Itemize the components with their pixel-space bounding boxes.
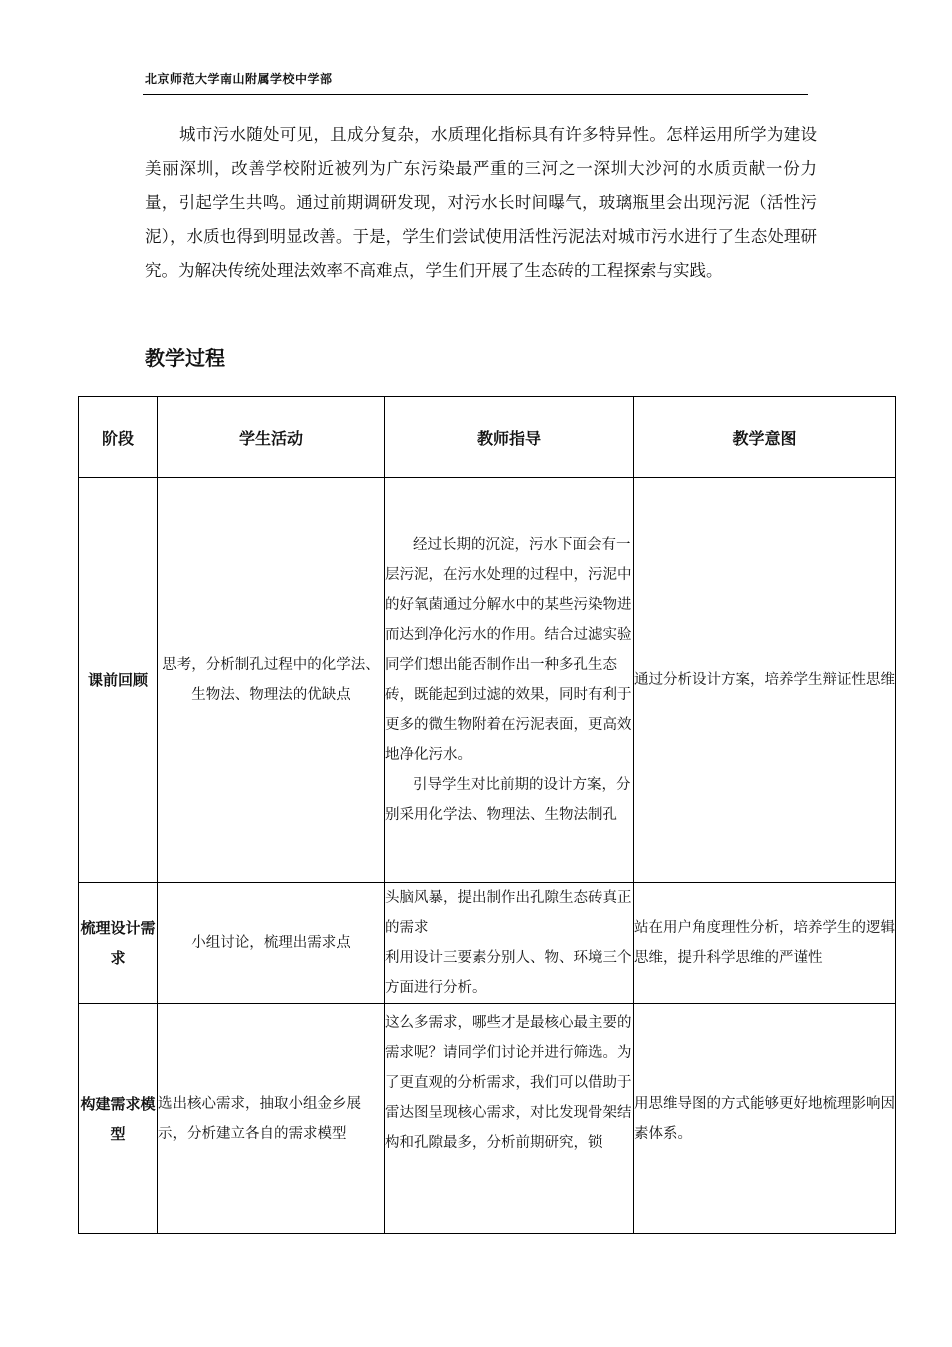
stage-cell: 梳理设计需求 [79, 883, 158, 1004]
teacher-guidance-paragraph: 经过长期的沉淀，污水下面会有一层污泥，在污水处理的过程中，污泥中的好氧菌通过分解水中的某些污染物进而达到净化污水的作用。结合过滤实验同学们想出能否制作出一种多孔生态砖，既能起到过滤的效果，同时有利于更多的微生物附着在污泥表面，更高效地净化污水。 [385, 537, 632, 763]
header-student-activity: 学生活动 [158, 397, 385, 478]
teacher-guidance-clip [385, 1008, 633, 1230]
student-activity-cell: 选出核心需求，抽取小组金乡展示，分析建立各自的需求模型 [158, 1004, 385, 1234]
teaching-intent-cell: 用思维导图的方式能够更好地梳理影响因素体系。 [634, 1004, 896, 1234]
table-header-row [79, 397, 896, 478]
header-stage: 阶段 [79, 397, 158, 478]
teaching-intent-cell: 通过分析设计方案，培养学生辩证性思维 [634, 478, 896, 883]
student-activity-cell: 思考，分析制孔过程中的化学法、生物法、物理法的优缺点 [158, 478, 385, 883]
header-teacher-guidance: 教师指导 [385, 397, 634, 478]
header-teaching-intent: 教学意图 [634, 397, 896, 478]
section-title: 教学过程 [145, 346, 225, 370]
header-rule [143, 94, 808, 95]
running-header: 北京师范大学南山附属学校中学部 [145, 72, 333, 86]
table-row [79, 1004, 896, 1234]
table-row [79, 883, 896, 1004]
teaching-process-table [78, 396, 896, 1234]
teaching-intent-cell: 站在用户角度理性分析，培养学生的逻辑思维，提升科学思维的严谨性 [634, 883, 896, 1004]
teacher-guidance-paragraph: 头脑风暴，提出制作出孔隙生态砖真正的需求 [385, 890, 632, 936]
teacher-guidance-cell [385, 883, 634, 1004]
student-activity-cell: 小组讨论，梳理出需求点 [158, 883, 385, 1004]
stage-cell: 课前回顾 [79, 478, 158, 883]
teacher-guidance-paragraph: 引导学生对比前期的设计方案，分别采用化学法、物理法、生物法制孔 [385, 777, 631, 823]
stage-cell: 构建需求模型 [79, 1004, 158, 1234]
teacher-guidance-paragraph: 这么多需求，哪些才是最核心最主要的需求呢？请同学们讨论并进行筛选。为了更直观的分析需求，我们可以借助于雷达图呈现核心需求，对比发现骨架结构和孔隙最多，分析前期研究，锁 [385, 1014, 632, 1151]
table-row [79, 478, 896, 883]
teacher-guidance-paragraph: 利用设计三要素分别人、物、环境三个方面进行分析。 [385, 950, 632, 996]
teacher-guidance-cell [385, 478, 634, 883]
intro-paragraph: 城市污水随处可见，且成分复杂，水质理化指标具有许多特异性。怎样运用所学为建设美丽深圳，改善学校附近被列为广东污染最严重的三河之一深圳大沙河的水质贡献一份力量，引起学生共鸣。通过前期调研发现，对污水长时间曝气，玻璃瓶里会出现污泥（活性污泥），水质也得到明显改善。于是，学生们尝试使用活性污泥法对城市污水进行了生态处理研究。为解决传统处理法效率不高难点，学生们开展了生态砖的工程探索与实践。 [145, 125, 817, 280]
teacher-guidance-cell [385, 1004, 634, 1234]
